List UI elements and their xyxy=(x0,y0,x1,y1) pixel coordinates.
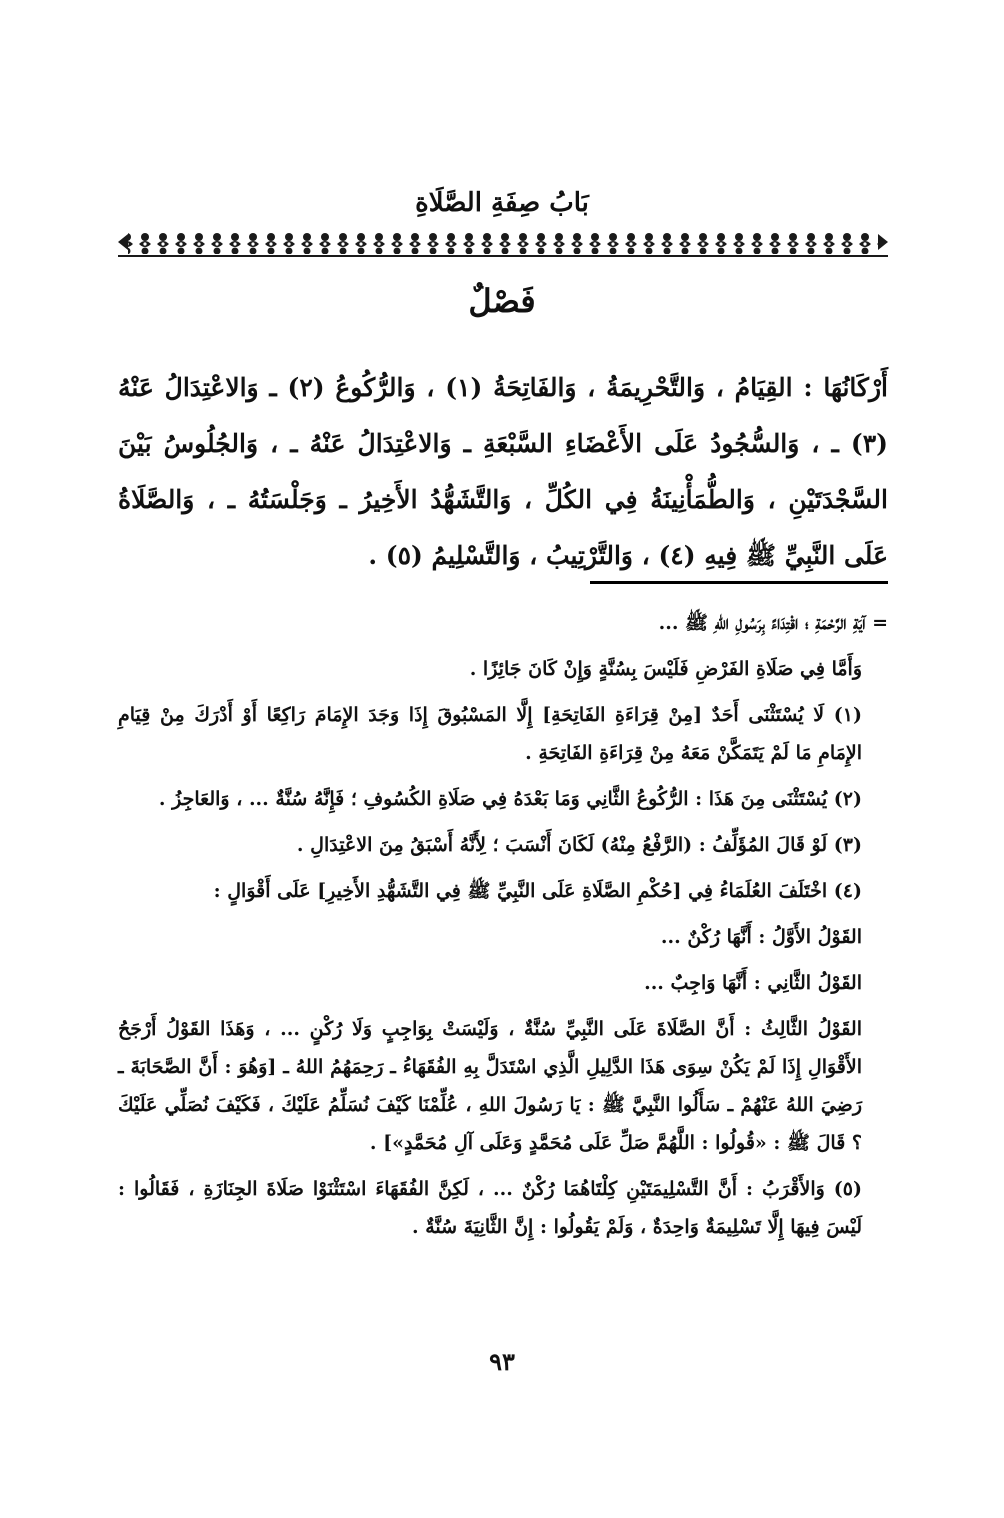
footnote-continuation-line: وَأَمَّا فِي صَلَاةِ الفَرْضِ فَلَيْسَ بِسُنَّةٍ وَإِنْ كَانَ جَائِزًا . xyxy=(469,658,862,680)
footnote-5: (٥) وَالأَقْرَبُ : أَنَّ التَّسْلِيمَتَيْنِ كِلْتَاهُمَا رُكْنٌ ... ، لَكِنَّ الفُقَهَاءَ اسْتَثْنَوْا صَلَاةَ الجِنَازَةِ ، فَقَالُوا : لَيْسَ فِيهَا إِلَّا تَسْلِيمَةٌ وَاحِدَةٌ ، وَلَمْ يَقُولُوا : إِنَّ الثَّانِيَةَ سُنَّةٌ . xyxy=(118,1178,862,1238)
footnote-2: (٢) يُسْتَثْنَى مِنَ هَذَا : الرُّكُوعُ الثَّانِي وَمَا بَعْدَهُ فِي صَلَاةِ الكُسُوفِ ؛ فَإِنَّهُ سُنَّةٌ ... ، وَالعَاجِزُ . xyxy=(158,788,862,810)
footnote-4: (٤) اخْتَلَفَ العُلَمَاءُ فِي [حُكْمِ الصَّلَاةِ عَلَى النَّبِيِّ ﷺ فِي التَّشَهُّدِ الأَخِيرِ] عَلَى أَقْوَالٍ : xyxy=(213,880,862,902)
footnote-separator xyxy=(590,581,888,584)
page-number: ٩٣ xyxy=(489,1347,515,1376)
footnote-continuation: = آيَةِ الرَّحْمَةِ ؛ اقْتِدَاءً بِرَسُولِ اللهِ ﷺ ... xyxy=(658,612,888,634)
main-paragraph: أَرْكَانُهَا : القِيَامُ ، وَالتَّحْرِيمَةُ ، وَالفَاتِحَةُ (١) ، وَالرُّكُوعُ (٢) ـ وَالاعْتِدَالُ عَنْهُ (٣) ـ ، وَالسُّجُودُ عَلَى الأَعْضَاءِ السَّبْعَةِ ـ وَالاعْتِدَالُ عَنْهُ ـ ، وَالجُلُوسُ بَيْنَ السَّجْدَتَيْنِ ، وَالطُّمَأْنِينَةُ فِي الكُلِّ ، وَالتَّشَهُّدُ الأَخِيرُ ـ وَجَلْسَتُهُ ـ ، وَالصَّلَاةُ عَلَى النَّبِيِّ ﷺ فِيهِ (٤) ، وَالتَّرْتِيبُ ، وَالتَّسْلِيمُ (٥) . xyxy=(118,373,888,570)
footnote-1: (١) لَا يُسْتَثْنَى أَحَدٌ [مِنْ قِرَاءَةِ الفَاتِحَةِ] إِلَّا المَسْبُوقَ إِذَا وَجَدَ الإِمَامَ رَاكِعًا أَوْ أَدْرَكَ مِنْ قِيَامِ الإِمَامِ مَا لَمْ يَتَمَكَّنْ مَعَهُ مِنْ قِرَاءَةِ الفَاتِحَةِ . xyxy=(118,704,862,764)
section-title: فَصْلٌ xyxy=(468,282,536,320)
footnote-4-opinion-3: القَوْلُ الثَّالِثُ : أَنَّ الصَّلَاةَ عَلَى النَّبِيِّ سُنَّةٌ ، وَلَيْسَتْ بِوَاجِبٍ وَلَا رُكْنٍ ... ، وَهَذَا القَوْلُ أَرْجَحُ الأَقْوَالِ إِذَا لَمْ يَكُنْ سِوَى هَذَا الدَّلِيلِ الَّذِي اسْتَدَلَّ بِهِ الفُقَهَاءُ ـ رَحِمَهُمُ اللهُ ـ [وَهُوَ : أَنَّ الصَّحَابَةَ ـ رَضِيَ اللهُ عَنْهُمْ ـ سَأَلُوا النَّبِيَّ ﷺ : يَا رَسُولَ اللهِ ، عُلِّمْنَا كَيْفَ نُسَلِّمُ عَلَيْكَ ، فَكَيْفَ نُصَلِّي عَلَيْكَ ؟ قَالَ ﷺ : «قُولُوا : اللَّهُمَّ صَلِّ عَلَى مُحَمَّدٍ وَعَلَى آلِ مُحَمَّدٍ»] . xyxy=(118,1018,862,1154)
chapter-title: بَابُ صِفَةِ الصَّلَاةِ xyxy=(415,188,589,218)
footnote-4-opinion-2: القَوْلُ الثَّانِي : أَنَّهَا وَاجِبٌ ... xyxy=(644,972,862,994)
ornament-band xyxy=(118,230,888,258)
footnote-3: (٣) لَوْ قَالَ المُؤَلِّفُ : (الرَّفْعُ مِنْهُ) لَكَانَ أَنْسَبَ ؛ لِأَنَّهُ أَسْبَقُ مِنَ الاعْتِدَالِ . xyxy=(296,834,862,856)
footnote-4-opinion-1: القَوْلُ الأَوَّلُ : أَنَّهَا رُكْنٌ ... xyxy=(660,926,862,948)
footnotes xyxy=(118,604,888,1254)
